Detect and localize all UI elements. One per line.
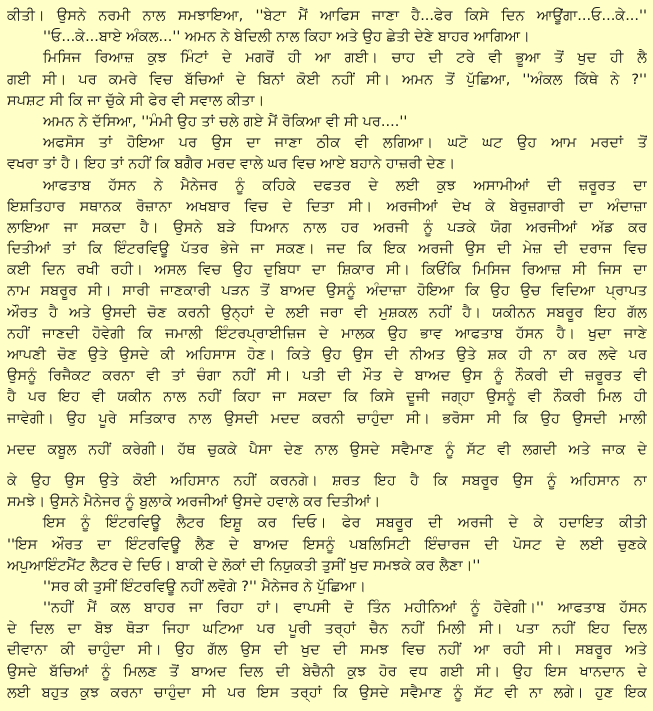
text-line: ਉਸਨੂੰ ਰਿਜੈਕਟ ਕਰਨਾ ਵੀ ਤਾਂ ਚੰਗਾ ਨਹੀਂ ਸੀ। ਪਤੀ ਦੀ ਮੌਤ ਦੇ ਬਾਅਦ ਉਸ ਨੂੰ ਨੌਕਰੀ ਦੀ ਜ਼ਰੂਰਤ ਵੀ bbox=[7, 368, 647, 385]
text-line: ਅਪੁਆਇੰਟਮੈਂਟ ਲੈਟਰ ਦੇ ਦਿਓ। ਬਾਕੀ ਦੇ ਲੋਕਾਂ ਦੀ ਨਿਯੁਕਤੀ ਤੁਸੀਂ ਖੁਦ ਸਮਝਕੇ ਕਰ ਲੈਣਾ।'' bbox=[7, 557, 481, 574]
text-line: ਦੇ ਦਿਲ ਦਾ ਬੋਝ ਥੋੜਾ ਜਿਹਾ ਘਟਿਆ ਪਰ ਪੂਰੀ ਤਰ੍ਹਾਂ ਚੈਨ ਨਹੀਂ ਮਿਲੀ ਸੀ। ਪਤਾ ਨਹੀਂ ਇਹ ਦਿਲ bbox=[7, 621, 647, 638]
text-line: ਉਸਦੇ ਬੱਚਿਆਂ ਨੂੰ ਮਿਲਣ ਤੋਂ ਬਾਅਦ ਦਿਲ ਦੀ ਬੇਚੈਨੀ ਕੁਝ ਹੋਰ ਵਧ ਗਈ ਸੀ। ਉਹ ਇਸ ਖਾਨਦਾਨ ਦੇ bbox=[7, 663, 647, 680]
text-line: ''ਸਰ ਕੀ ਤੁਸੀਂ ਇੰਟਰਵਿਊ ਨਹੀਂ ਲਵੋਗੇ ?'' ਮੈਨੇਜਰ ਨੇ ਪੁੱਛਿਆ। bbox=[43, 578, 366, 595]
text-line: ਕਈ ਦਿਨ ਰਖੀ ਰਹੀ। ਅਸਲ ਵਿਚ ਉਹ ਦੁਬਿਧਾ ਦਾ ਸ਼ਿਕਾਰ ਸੀ। ਕਿਓਂਕਿ ਮਿਸਿਜ ਰਿਆਜ਼ ਸੀ ਜਿਸ ਦਾ bbox=[7, 262, 647, 279]
text-line: ਅਮਨ ਨੇ ਦੱਸਿਆ, ''ਮੰਮੀ ਉਹ ਤਾਂ ਚਲੇ ਗਏ ਮੈਂ ਰੋਕਿਆ ਵੀ ਸੀ ਪਰ....'' bbox=[43, 113, 408, 130]
text-line: ਦੀਵਾਨਾ ਕੀ ਚਾਹੁੰਦਾ ਸੀ। ਉਹ ਗੱਲ ਉਸ ਦੀ ਖੁਦ ਦੀ ਸਮਝ ਵਿਚ ਨਹੀਂ ਆ ਰਹੀ ਸੀ। ਸਬਰੂਰ ਅਤੇ bbox=[7, 642, 647, 659]
text-line: ਆਪਣੀ ਚੋਣ ਉਤੇ ਉਸਦੇ ਕੀ ਅਹਿਸਾਸ ਹੋਣ। ਕਿਤੇ ਉਹ ਉਸ ਦੀ ਨੀਅਤ ਉਤੇ ਸ਼ਕ ਹੀ ਨਾ ਕਰ ਲਵੇ ਪਰ bbox=[7, 347, 647, 363]
text-line: ਜਾਵੇਗੀ। ਉਹ ਪੂਰੇ ਸਤਿਕਾਰ ਨਾਲ ਉਸਦੀ ਮਦਦ ਕਰਨੀ ਚਾਹੁੰਦਾ ਸੀ। ਭਰੋਸਾ ਸੀ ਕਿ ਉਹ ਉਸਦੀ ਮਾਲੀ bbox=[7, 410, 647, 427]
text-line: ਆਫਤਾਬ ਹੱਸਨ ਨੇ ਮੈਨੇਜਰ ਨੂੰ ਕਹਿਕੇ ਦਫਤਰ ਦੇ ਲਈ ਕੁਝ ਅਸਾਮੀਆਂ ਦੀ ਜ਼ਰੂਰਤ ਦਾ bbox=[43, 177, 647, 194]
text-line: ਨਹੀਂ ਜਾਣਦੀ ਹੋਵੇਗੀ ਕਿ ਜਮਾਲੀ ਇੰਟਰਪ੍ਰਾਈਜ਼ਿਜ ਦੇ ਮਾਲਕ ਉਹ ਭਾਵ ਆਫਤਾਬ ਹੱਸਨ ਹੈ। ਖੁਦਾ ਜਾਣੇ bbox=[7, 325, 647, 342]
text-line: ਲਾਇਆ ਜਾ ਸਕਦਾ ਹੈ। ਉਸਨੇ ਬੜੇ ਧਿਆਨ ਨਾਲ ਹਰ ਅਰਜੀ ਨੂੰ ਪੜਕੇ ਯੋਗ ਅਰਜੀਆਂ ਅੱਡ ਕਰ bbox=[7, 219, 647, 236]
text-line: ਮਿਸਿਜ ਰਿਆਜ਼ ਕੁਝ ਮਿੰਟਾਂ ਦੇ ਮਗਰੋਂ ਹੀ ਆ ਗਈ। ਚਾਹ ਦੀ ਟਰੇ ਵੀ ਭੂਆ ਤੋਂ ਖੁਦ ਹੀ ਲੈ bbox=[43, 50, 647, 67]
text-line: ਨਾਮ ਸਬਰੂਰ ਸੀ। ਸਾਰੀ ਜਾਣਕਾਰੀ ਪੜਨ ਤੋਂ ਬਾਅਦ ਉਸਨੂੰ ਅੰਦਾਜ਼ਾ ਹੋਇਆ ਕਿ ਉਹ ਉਚ ਵਿਦਿਆ ਪ੍ਰਾਪਤ bbox=[7, 283, 647, 300]
text-line: ਗਈ ਸੀ। ਪਰ ਕਮਰੇ ਵਿਚ ਬੱਚਿਆਂ ਦੇ ਬਿਨਾਂ ਕੋਈ ਨਹੀਂ ਸੀ। ਅਮਨ ਤੋਂ ਪੁੱਛਿਆ, ''ਅੰਕਲ ਕਿੱਥੇ ਨੇ ?'' bbox=[7, 71, 647, 88]
text-line: ਹੈ ਪਰ ਇਹ ਵੀ ਯਕੀਨ ਨਾਲ ਨਹੀਂ ਕਿਹਾ ਜਾ ਸਕਦਾ ਕਿ ਕਿਸੇ ਦੂਜੀ ਜਗ੍ਹਾ ਉਸਨੂੰ ਵੀ ਨੌਕਰੀ ਮਿਲ ਹੀ bbox=[7, 389, 647, 406]
text-line: ਇਸ ਨੂੰ ਇੰਟਰਵਿਊ ਲੈਟਰ ਇਸ਼ੂ ਕਰ ਦਿਓ। ਫੇਰ ਸਬਰੂਰ ਦੀ ਅਰਜੀ ਦੇ ਕੇ ਹਦਾਇਤ ਕੀਤੀ bbox=[43, 515, 647, 532]
text-line: ਵਖਰਾ ਤਾਂ ਹੈ। ਇਹ ਤਾਂ ਨਹੀਂ ਕਿ ਬਗੈਰ ਮਰਦ ਵਾਲੇ ਘਰ ਵਿਚ ਆਏ ਬਹਾਨੇ ਹਾਜ਼ਰੀ ਦੇਣ। bbox=[7, 156, 456, 173]
text-line: ਦਿਤੀਆਂ ਤਾਂ ਕਿ ਇੰਟਰਵਿਊ ਪੱਤਰ ਭੇਜੇ ਜਾ ਸਕਣ। ਜਦ ਕਿ ਇਕ ਅਰਜੀ ਉਸ ਦੀ ਮੇਜ਼ ਦੀ ਦਰਾਜ ਵਿਚ bbox=[7, 241, 647, 258]
text-line: ਅਫਸੋਸ ਤਾਂ ਹੋਇਆ ਪਰ ਉਸ ਦਾ ਜਾਣਾ ਠੀਕ ਵੀ ਲਗਿਆ। ਘਟੋ ਘਟ ਉਹ ਆਮ ਮਰਦਾਂ ਤੋਂ bbox=[43, 135, 647, 152]
text-line: ''ਇਸ ਔਰਤ ਦਾ ਇੰਟਰਵਿਊ ਲੈਣ ਦੇ ਬਾਅਦ ਇਸਨੂੰ ਪਬਲਿਸਿਟੀ ਇੰਚਾਰਜ ਦੀ ਪੋਸਟ ਦੇ ਲਈ ਚੁਣਕੇ bbox=[7, 536, 647, 553]
text-line: ਮਦਦ ਕਬੂਲ ਨਹੀਂ ਕਰੇਗੀ। ਹੱਥ ਚੁਕਕੇ ਪੈਸਾ ਦੇਣ ਨਾਲ ਉਸਦੇ ਸਵੈਮਾਣ ਨੂੰ ਸੱਟ ਵੀ ਲਗਦੀ ਅਤੇ ਜਾਕ ਦੇ bbox=[7, 441, 647, 458]
text-line: ਕੇ ਉਹ ਉਸ ਉਤੇ ਕੋਈ ਅਹਿਸਾਨ ਨਹੀਂ ਕਰਨਗੇ। ਸ਼ਰਤ ਇਹ ਹੈ ਕਿ ਸਬਰੂਰ ਉਸ ਨੂੰ ਅਹਿਸਾਨ ਨਾ bbox=[7, 472, 647, 489]
text-line: ਲਈ ਬਹੁਤ ਕੁਝ ਕਰਨਾ ਚਾਹੁੰਦਾ ਸੀ ਪਰ ਇਸ ਤਰ੍ਹਾਂ ਕਿ ਉਸਦੇ ਸਵੈਮਾਣ ਨੂੰ ਸੱਟ ਵੀ ਨਾ ਲਗੇ। ਹੁਣ ਇਕ bbox=[7, 684, 647, 701]
text-line: ''ਨਹੀਂ ਮੈਂ ਕਲ ਬਾਹਰ ਜਾ ਰਿਹਾ ਹਾਂ। ਵਾਪਸੀ ਦੋ ਤਿੰਨ ਮਹੀਨਿਆਂ ਨੂੰ ਹੋਵੇਗੀ।'' ਆਫਤਾਬ ਹੱਸਨ bbox=[43, 600, 647, 617]
text-line: ਸਮਝੇ। ਉਸਨੇ ਮੈਨੇਜਰ ਨੂੰ ਬੁਲਾਕੇ ਅਰਜੀਆਂ ਉਸਦੇ ਹਵਾਲੇ ਕਰ ਦਿਤੀਆਂ। bbox=[7, 494, 381, 511]
text-line: ''ਓ...ਕੇ...ਬਾਏ ਅੰਕਲ...'' ਅਮਨ ਨੇ ਬੇਦਿਲੀ ਨਾਲ ਕਿਹਾ ਅਤੇ ਉਹ ਛੇਤੀ ਦੇਣੇ ਬਾਹਰ ਆਗਿਆ। bbox=[43, 29, 530, 46]
document-body bbox=[7, 6, 647, 704]
text-line: ਸਪਸ਼ਟ ਸੀ ਕਿ ਜਾ ਚੁੱਕੇ ਸੀ ਫੇਰ ਵੀ ਸਵਾਲ ਕੀਤਾ। bbox=[7, 92, 265, 109]
text-line: ਇਸ਼ਤਿਹਾਰ ਸਥਾਨਕ ਰੋਜ਼ਾਨਾ ਅਖਬਾਰ ਵਿਚ ਦੇ ਦਿਤਾ ਸੀ। ਅਰਜੀਆਂ ਦੇਖ ਕੇ ਬੇਰੁਜ਼ਗਾਰੀ ਦਾ ਅੰਦਾਜ਼ਾ bbox=[7, 198, 647, 215]
text-line: ਔਰਤ ਹੈ ਅਤੇ ਉਸਦੀ ਚੋਣ ਕਰਨੀ ਉਨ੍ਹਾਂ ਦੇ ਲਈ ਜਰਾ ਵੀ ਮੁਸ਼ਕਲ ਨਹੀਂ ਹੈ। ਯਕੀਨਨ ਸਬਰੂਰ ਇਹ ਗੱਲ bbox=[7, 304, 647, 321]
text-line: ਕੀਤੀ। ਉਸਨੇ ਨਰਮੀ ਨਾਲ ਸਮਝਾਇਆ, ''ਬੇਟਾ ਮੈਂ ਆਫਿਸ ਜਾਣਾ ਹੈ...ਫੇਰ ਕਿਸੇ ਦਿਨ ਆਊਂਗਾ...ਓ...ਕੇ...'' bbox=[7, 8, 647, 24]
